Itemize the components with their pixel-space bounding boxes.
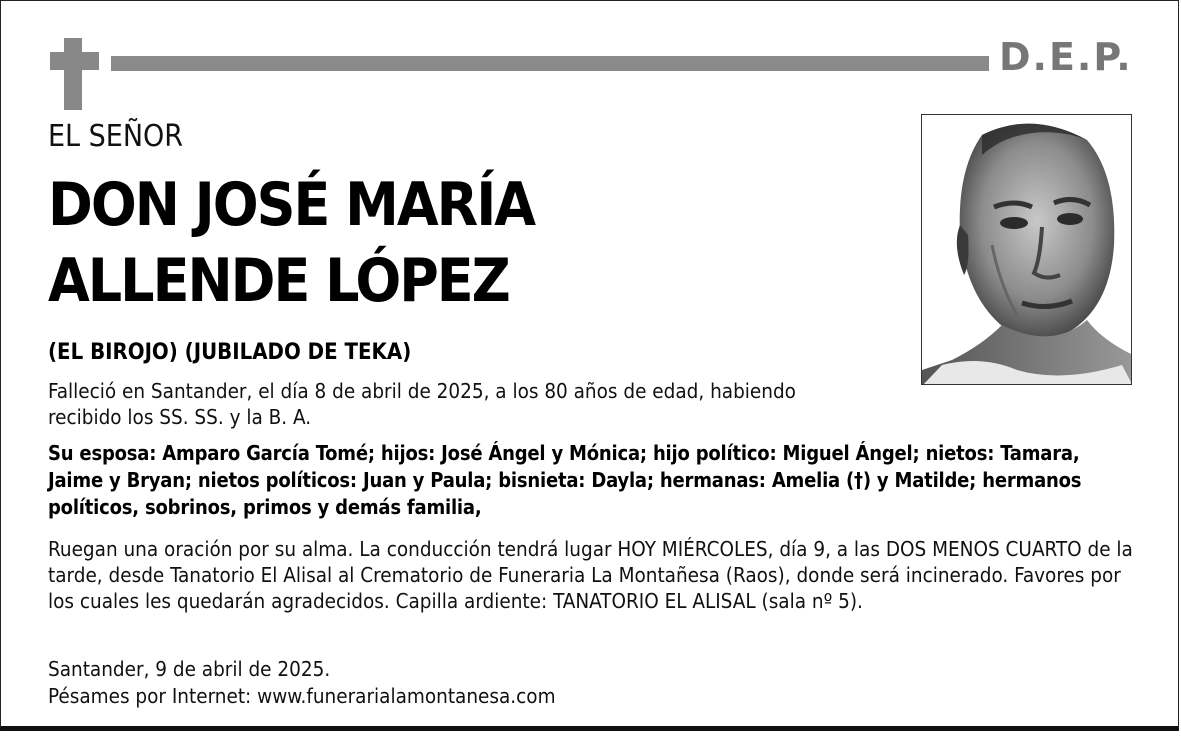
family-text: Su esposa: Amparo García Tomé; hijos: José Ángel y Mónica; hijo político: Miguel Ángel; nietos: Tamara, Jaime y Bryan; nietos políticos: Juan y Paula; bisnieta: Dayla; hermanas: Amelia (†) y Matilde; hermanos políticos, sobrinos, primos y demás familia, xyxy=(48,441,1082,519)
cross-icon-bar xyxy=(50,52,99,70)
portrait-photo xyxy=(921,114,1132,385)
cross-icon xyxy=(64,38,82,110)
service-text: Ruegan una oración por su alma. La conducción tendrá lugar HOY MIÉRCOLES, día 9, a las DOS MENOS CUARTO de la tarde, desde Tanatorio El Alisal al Crematorio de Funeraria La Montañesa (Raos), donde será incinerado. Favores por los cuales les quedarán agradecidos. Capilla ardiente: TANATORIO EL ALISAL (sala nº 5). xyxy=(48,537,1133,613)
deceased-name xyxy=(48,167,534,319)
place-date-text: Santander, 9 de abril de 2025. xyxy=(48,657,331,681)
header-rule xyxy=(111,56,989,71)
condolences-text: Pésames por Internet: www.funerarialamontanesa.com xyxy=(48,684,556,708)
dep-heading: D.E.P. xyxy=(999,35,1133,79)
nickname-occupation: (EL BIROJO) (JUBILADO DE TEKA) xyxy=(48,340,412,365)
name-line-1: DON JOSÉ MARÍA xyxy=(48,170,535,240)
death-notice-text: Falleció en Santander, el día 8 de abril de 2025, a los 80 años de edad, habiendo recibido los SS. SS. y la B. A. xyxy=(48,379,796,429)
name-line-2: ALLENDE LÓPEZ xyxy=(48,246,509,316)
honorific-label: EL SEÑOR xyxy=(48,119,184,154)
